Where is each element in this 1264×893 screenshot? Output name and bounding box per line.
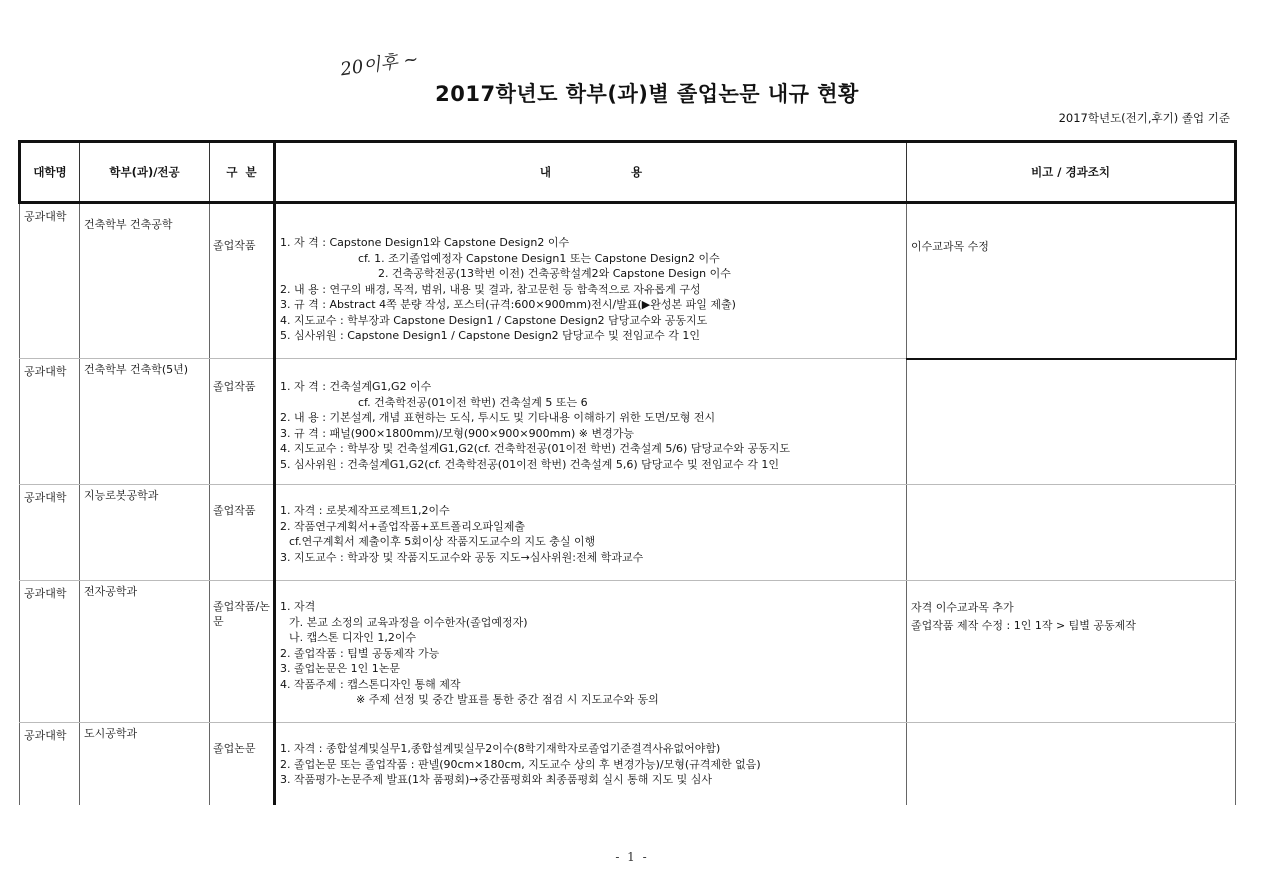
document-subtitle: 2017학년도(전기,후기) 졸업 기준 [1058,111,1230,125]
note-line: 자격 이수교과목 추가 [911,601,1014,614]
table-header-row [20,142,1236,203]
table-row [20,485,1236,581]
category-cell: 졸업작품 [213,504,256,517]
content-line: 3. 졸업논문은 1인 1논문 [280,662,400,675]
department-cell: 건축학부 건축학(5년) [84,363,189,376]
content-line: 2. 졸업작품 : 팀별 공동제작 가능 [280,646,440,660]
content-line: cf.연구계획서 제출이후 5회이상 작품지도교수의 지도 충실 이행 [289,535,596,548]
content-line: 3. 지도교수 : 학과장 및 작품지도교수와 공동 지도→심사위원:전체 학과교수 [280,550,644,564]
content-line: 2. 내 용 : 기본설계, 개념 표현하는 도식, 투시도 및 기타내용 이해하기 위한 도면/모형 전시 [280,411,716,424]
content-line: 4. 지도교수 : 학부장 및 건축설계G1,G2(cf. 건축학전공(01이전 학번) 건축설계 5/6) 담당교수와 공동지도 [280,442,790,455]
content-line: cf. 1. 조기졸업예정자 Capstone Design1 또는 Capstone Design2 이수 [358,251,720,265]
note-line: 졸업작품 제작 수정 : 1인 1작 > 팀별 공동제작 [911,618,1136,632]
content-line: 5. 심사위원 : 건축설계G1,G2(cf. 건축학전공(01이전 학번) 건축설계 5,6) 담당교수 및 전임교수 각 1인 [280,457,780,471]
header-university: 대학명 [20,142,80,203]
content-cell [276,485,906,571]
content-line: 나. 캡스톤 디자인 1,2이수 [289,631,417,644]
note-cell [907,723,1235,727]
university-cell: 공과대학 [24,210,67,223]
content-line: 3. 규 격 : Abstract 4쪽 분량 작성, 포스터(규격:600×900mm)전시/발표(▶완성본 파일 제출) [280,298,736,311]
header-department: 학부(과)/전공 [80,142,210,203]
content-cell [276,723,906,794]
university-cell: 공과대학 [24,365,67,378]
university-cell: 공과대학 [24,491,67,504]
department-cell: 전자공학과 [84,585,138,598]
header-notes: 비고 / 경과조치 [907,142,1236,203]
note-cell [907,485,1235,489]
university-cell: 공과대학 [24,587,67,600]
note-cell [907,581,1235,634]
regulations-table [18,140,1237,805]
content-line: 가. 본교 소정의 교육과정을 이수한자(졸업예정자) [289,615,528,629]
content-line: 4. 작품주제 : 캡스톤디자인 통해 제작 [280,677,461,691]
page-number: - 1 - [615,850,649,864]
content-line: cf. 건축학전공(01이전 학번) 건축설계 5 또는 6 [358,395,588,409]
content-line: 2. 내 용 : 연구의 배경, 목적, 범위, 내용 및 결과, 참고문헌 등 함축적으로 자유롭게 구성 [280,282,701,296]
document-title: 2017학년도 학부(과)별 졸업논문 내규 현황 [435,82,859,106]
category-cell: 졸업작품 [213,380,256,393]
category-cell: 졸업작품 [213,239,256,252]
note-cell [907,360,1235,364]
content-line: 2. 졸업논문 또는 졸업작품 : 판넬(90cm×180cm, 지도교수 상의 후 변경가능)/모형(규격제한 없음) [280,757,761,771]
category-cell: 졸업논문 [213,742,256,755]
table-row [20,581,1236,723]
table-row [20,359,1236,485]
content-line: 5. 심사위원 : Capstone Design1 / Capstone Design2 담당교수 및 전임교수 각 1인 [280,329,701,342]
content-line: 3. 작품평가-논문주제 발표(1차 품평회)→중간품평회와 최종품평회 실시 통해 지도 및 심사 [280,773,713,786]
department-cell: 도시공학과 [84,727,138,740]
content-line: 1. 자격 [280,600,316,613]
content-line: 3. 규 격 : 패널(900×1800mm)/모형(900×900×900mm) ※ 변경가능 [280,426,635,440]
content-line: 1. 자격 : 로봇제작프로젝트1,2이수 [280,504,450,517]
header-category: 구 분 [210,142,275,203]
department-cell: 건축학부 건축공학 [84,218,173,231]
content-line: 1. 자 격 : 건축설계G1,G2 이수 [280,380,432,393]
content-cell [276,359,906,478]
table-row [20,723,1236,805]
content-line: 2. 건축공학전공(13학번 이전) 건축공학설계2와 Capstone Design 이수 [378,267,731,280]
content-line: ※ 주제 선정 및 중간 발표를 통한 중간 점검 시 지도교수와 동의 [356,693,659,706]
content-line: 4. 지도교수 : 학부장과 Capstone Design1 / Capstone Design2 담당교수와 공동지도 [280,313,708,327]
handwritten-note: 20이후 ~ [339,48,420,81]
header-content: 내 용 [275,142,907,203]
department-cell: 지능로봇공학과 [84,489,159,502]
content-line: 1. 자 격 : Capstone Design1와 Capstone Design2 이수 [280,236,570,249]
content-cell [276,581,906,714]
category-cell: 졸업작품/논문 [213,600,270,629]
table-row [20,203,1236,359]
content-cell [276,204,906,350]
note-cell: 이수교과목 수정 [911,240,989,253]
content-line: 2. 작품연구계획서+졸업작품+포트폴리오파일제출 [280,519,525,533]
content-line: 1. 자격 : 종합설계및실무1,종합설계및실무2이수(8학기재학자로졸업기준결격사유없어야함) [280,742,721,755]
university-cell: 공과대학 [24,729,67,742]
